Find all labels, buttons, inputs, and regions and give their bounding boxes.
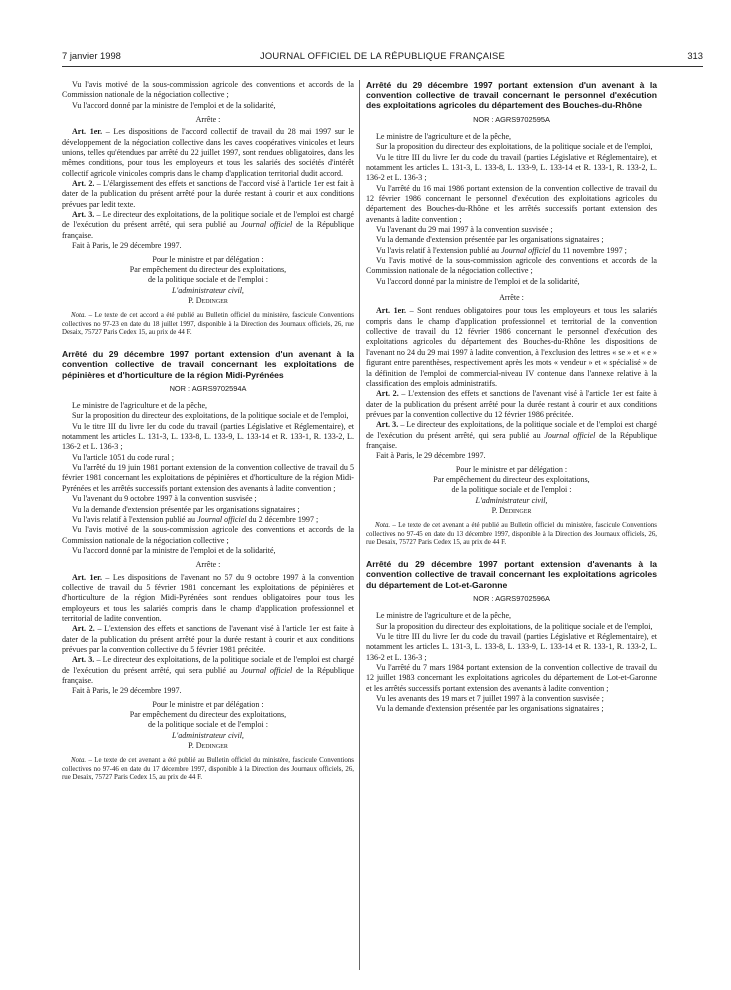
signature-line: Par empêchement du directeur des exploitations, [129, 710, 287, 720]
paragraph: Vu l'avis motivé de la sous-commission agricole des conventions et accords de la Commission nationale de la négociation collective ; [366, 256, 657, 276]
decree-heading: Arrêté du 29 décembre 1997 portant extension d'un avenant à la convention collective de travail concernant les exploitations de pépinières et d'horticulture de la région Midi-Pyrénées [62, 349, 354, 380]
running-header [62, 50, 703, 64]
paragraph: Le ministre de l'agriculture et de la pêche, [376, 611, 512, 621]
nota-label: Nota. [375, 522, 391, 530]
nor-reference: NOR : AGRS9702595A [473, 114, 550, 124]
journal-officiel-ref: Journal officiel [241, 665, 293, 675]
article [366, 306, 657, 389]
article-text: – Les dispositions de l'accord collectif de travail du 28 mai 1997 sur le développement de la négociation collective dans les caves coopératives vinicoles et leurs unions, telles qu'étendues par arrêté du 22 juillet 1997, sont rendues obligatoires, dans les mêmes conditions, pour tous les employeurs et tous les salariés des sociétés d'intérêt collectif agricole vinicoles compris dans le champ d'application territorial dudit accord. [62, 127, 355, 178]
article-label: Art. 2. [72, 624, 95, 634]
paragraph: Sur la proposition du directeur des exploitations, de la politique sociale et de l'emploi, [72, 411, 349, 421]
paragraph: Vu la demande d'extension présentée par les organisations signataires ; [376, 235, 604, 245]
header-journal-title: JOURNAL OFFICIEL DE LA RÉPUBLIQUE FRANÇAISE [260, 50, 505, 61]
paragraph [366, 246, 657, 256]
text: du 11 novembre 1997 ; [550, 245, 627, 255]
done-at: Fait à Paris, le 29 décembre 1997. [72, 686, 182, 696]
signature-line: de la politique sociale et de l'emploi : [147, 720, 269, 730]
nor-reference: NOR : AGRS9702596A [473, 593, 550, 603]
article [366, 420, 657, 451]
nota-label: Nota. [71, 312, 87, 320]
article-text: – Le directeur des exploitations, de la politique sociale et de l'emploi est chargé de l'exécution du présent arrêté, qui sera publié au [62, 655, 354, 675]
paragraph: Vu l'article 1051 du code rural ; [72, 452, 174, 462]
signature-line: Pour le ministre et par délégation : [152, 254, 264, 264]
article [62, 127, 354, 179]
article [62, 179, 354, 210]
right-column [366, 80, 657, 715]
paragraph: Vu l'avis motivé de la sous-commission agricole des conventions et accords de la Commission nationale de la négociation collective ; [62, 80, 354, 100]
paragraph: Vu l'avenant du 9 octobre 1997 à la convention susvisée ; [72, 494, 257, 504]
article-text: – Le directeur des exploitations, de la politique sociale et de l'emploi est chargé de l'exécution du présent arrêté, qui sera publié au [366, 420, 657, 440]
article-label: Art. 1er. [72, 572, 102, 582]
article-label: Art. 3. [72, 210, 95, 220]
article [62, 655, 354, 686]
paragraph: Vu le titre III du livre Ier du code du travail (parties Législative et Réglementaire), et notamment les articles L. 131-3, L. 133-8, L. 133-9, L. 133-14 et R. 133-1, R. 133-2, L. 136-2 et L. 136-3 ; [62, 421, 354, 452]
article [62, 624, 354, 655]
nota-text: – Le texte de cet avenant a été publié au Bulletin officiel du ministère, fascicule Conventions collectives no 97-46 en date du 17 décembre 1997, disponible à la Direction des Journaux officiels, 26, rue Desaix, 75727 Paris Cedex 15, au prix de 44 F. [62, 757, 354, 781]
paragraph: Le ministre de l'agriculture et de la pêche, [376, 131, 512, 141]
header-date: 7 janvier 1998 [62, 50, 121, 61]
article-label: Art. 2. [376, 389, 399, 399]
article [62, 210, 354, 241]
text: Vu l'avis relatif à l'extension publié au [376, 245, 502, 255]
decree-heading: Arrêté du 29 décembre 1997 portant extension d'un avenant à la convention collective de travail concernant le personnel d'exécution des exploitations agricoles du département des Bouches-du-Rhône [366, 80, 657, 111]
paragraph: Vu l'avenant du 29 mai 1997 à la convention susvisée ; [376, 225, 553, 235]
signature-title: L'administrateur civil, [172, 285, 244, 295]
text: Vu l'avis relatif à l'extension publié au [72, 514, 198, 524]
arrete-label: Arrête : [195, 560, 221, 570]
paragraph [62, 515, 354, 525]
signatory-name: P. Dedinger [188, 741, 228, 751]
signature-line: de la politique sociale et de l'emploi : [451, 485, 572, 495]
nota-label: Nota. [71, 757, 87, 765]
signature-line: de la politique sociale et de l'emploi : [147, 275, 269, 285]
nota [62, 312, 354, 337]
left-column [62, 80, 354, 782]
journal-officiel-ref: Journal officiel [197, 514, 247, 524]
paragraph: Le ministre de l'agriculture et de la pêche, [72, 401, 208, 411]
paragraph: Vu les avenants des 19 mars et 7 juillet 1997 à la convention susvisée ; [376, 693, 604, 703]
paragraph: Vu l'arrêté du 7 mars 1984 portant extension de la convention collective de travail du 12 juillet 1983 concernant les exploitations agricoles du département de Lot-et-Garonne et les arrêtés successifs portant extension des avenants à ladite convention ; [366, 662, 657, 693]
paragraph: Vu l'accord donné par la ministre de l'emploi et de la solidarité, [376, 276, 580, 286]
signatory-name: P. Dedinger [188, 295, 228, 305]
paragraph: Vu l'arrêté du 16 mai 1986 portant extension de la convention collective de travail du 12 février 1986 concernant le personnel d'exécution des exploitations agricoles du département des Bouches-du-Rhône et les arrêtés successifs portant extension des avenants à ladite convention ; [366, 183, 657, 224]
article-label: Art. 1er. [376, 306, 407, 316]
signature-line: Par empêchement du directeur des exploitations, [129, 264, 287, 274]
journal-officiel-ref: Journal officiel [501, 245, 551, 255]
signature-line: Par empêchement du directeur des exploitations, [433, 474, 590, 484]
paragraph: Vu le titre III du livre Ier du code du travail (parties Législative et Réglementaire), et notamment les articles L. 131-3, L. 133-8, L. 133-9, L. 133-14 et R. 133-1, R. 133-2, L. 136-2 et L. 136-3 ; [366, 152, 657, 183]
article-label: Art. 3. [376, 420, 399, 430]
article-label: Art. 1er. [72, 127, 103, 137]
article-text: de la République française. [366, 430, 657, 450]
paragraph: Vu le titre III du livre Ier du code du travail (parties Législative et Réglementaire), et notamment les articles L. 131-3, L. 133-8, L. 133-9, L. 133-14 et R. 133-1, R. 133-2, L. 136-2 et L. 136-3 ; [366, 631, 657, 662]
arrete-label: Arrête : [499, 293, 524, 303]
journal-officiel-ref: Journal officiel [544, 430, 596, 440]
article-label: Art. 2. [72, 179, 95, 189]
paragraph: Sur la proposition du directeur des exploitations, de la politique sociale et de l'emploi, [376, 142, 653, 152]
article-text: – Sont rendues obligatoires pour tous les employeurs et tous les salariés compris dans le champ d'application professionnel et territorial de la convention collective de travail du 12 février 1986 concernant le personnel d'exécution des exploitations agricoles du département des Bouches-du-Rhône les dispositions de l'avenant no 24 du 29 mai 1997 à ladite convention, à l'exclusion des lettres « se » et « e » figurant entre parenthèses, respectivement après les mots « vendeur » et « spécialisé » de la définition de l'emploi de commercial-niveau IV contenue dans l'annexe relative à la classification des emplois administratifs. [366, 306, 658, 388]
text: du 2 décembre 1997 ; [246, 514, 319, 524]
done-at: Fait à Paris, le 29 décembre 1997. [72, 241, 182, 251]
article [62, 573, 354, 625]
arrete-label: Arrête : [195, 115, 221, 125]
paragraph: Vu l'arrêté du 19 juin 1981 portant extension de la convention collective de travail du 5 février 1981 concernant les exploitations de pépinières et d'horticulture de la région Midi-Pyrénées et les arrêtés successifs portant extension des avenants à ladite convention ; [62, 463, 354, 493]
nota-text: – Le texte de cet accord a été publié au Bulletin officiel du ministère, fascicule Conventions collectives no 97-23 en date du 18 juillet 1997, disponible à la Direction des Journaux officiels, 26, rue Desaix, 75727 Paris Cedex 15, au prix de 44 F. [62, 312, 354, 336]
decree-heading: Arrêté du 29 décembre 1997 portant extension d'avenants à la convention collective de travail concernant les exploitations agricoles du département de Lot-et-Garonne [366, 559, 657, 590]
signature-title: L'administrateur civil, [475, 495, 548, 505]
signature-title: L'administrateur civil, [172, 730, 244, 740]
signatory-name: P. Dedinger [491, 505, 532, 515]
paragraph: Sur la proposition du directeur des exploitations, de la politique sociale et de l'emploi, [376, 621, 653, 631]
done-at: Fait à Paris, le 29 décembre 1997. [376, 451, 486, 461]
paragraph: Vu l'accord donné par la ministre de l'emploi et de la solidarité, [72, 100, 276, 110]
signature-line: Pour le ministre et par délégation : [152, 699, 264, 709]
signature-line: Pour le ministre et par délégation : [455, 464, 568, 474]
header-page-number: 313 [687, 50, 703, 61]
article-text: – Les dispositions de l'avenant no 57 du 9 octobre 1997 à la convention collective de travail du 5 février 1981 concernant les exploitations de pépinières et d'horticulture de la région Midi-Pyrénées sont rendues obligatoires pour tous les employeurs et tous les salariés compris dans le champ d'application professionnel et territorial de ladite convention. [62, 572, 354, 623]
paragraph: Vu l'accord donné par la ministre de l'emploi et de la solidarité, [72, 545, 276, 555]
column-divider [359, 80, 360, 970]
article-text: – L'élargissement des effets et sanctions de l'accord visé à l'article 1er est fait à dater de la publication du présent arrêté pour la durée restant à courir et aux conditions prévues par ledit texte. [62, 179, 354, 209]
nota [366, 522, 657, 547]
paragraph: Vu la demande d'extension présentée par les organisations signataires ; [72, 504, 300, 514]
article-text: – L'extension des effets et sanctions de l'avenant visé à l'article 1er est faite à dater de la publication du présent arrêté pour la durée restant à courir et aux conditions prévues par la convention collective du 5 février 1981 précitée. [62, 624, 354, 654]
article-text: de la République française. [62, 665, 355, 685]
nota [62, 757, 354, 782]
nota-text: – Le texte de cet avenant a été publié au Bulletin officiel du ministère, fascicule Conventions collectives no 97-45 en date du 13 décembre 1997, disponible à la Direction des Journaux officiels, 26, rue Desaix, 75727 Paris Cedex 15, au prix de 44 F. [366, 522, 657, 546]
header-rule [62, 66, 703, 67]
article-label: Art. 3. [72, 655, 95, 665]
article-text: – Le directeur des exploitations, de la politique sociale et de l'emploi est chargé de l'exécution du présent arrêté, qui sera publié au [62, 210, 354, 230]
article-text: – L'extension des effets et sanctions de l'avenant visé à l'article 1er est faite à dater de la publication du présent arrêté pour la durée restant à courir et aux conditions prévues par la convention collective du 12 février 1986 précitée. [366, 389, 657, 419]
nor-reference: NOR : AGRS9702594A [169, 383, 247, 393]
article [366, 389, 657, 420]
journal-officiel-ref: Journal officiel [241, 220, 293, 230]
article-text: de la République française. [62, 220, 355, 240]
paragraph: Vu la demande d'extension présentée par les organisations signataires ; [376, 704, 604, 714]
paragraph: Vu l'avis motivé de la sous-commission agricole des conventions et accords de la Commission nationale de la négociation collective ; [62, 525, 354, 545]
